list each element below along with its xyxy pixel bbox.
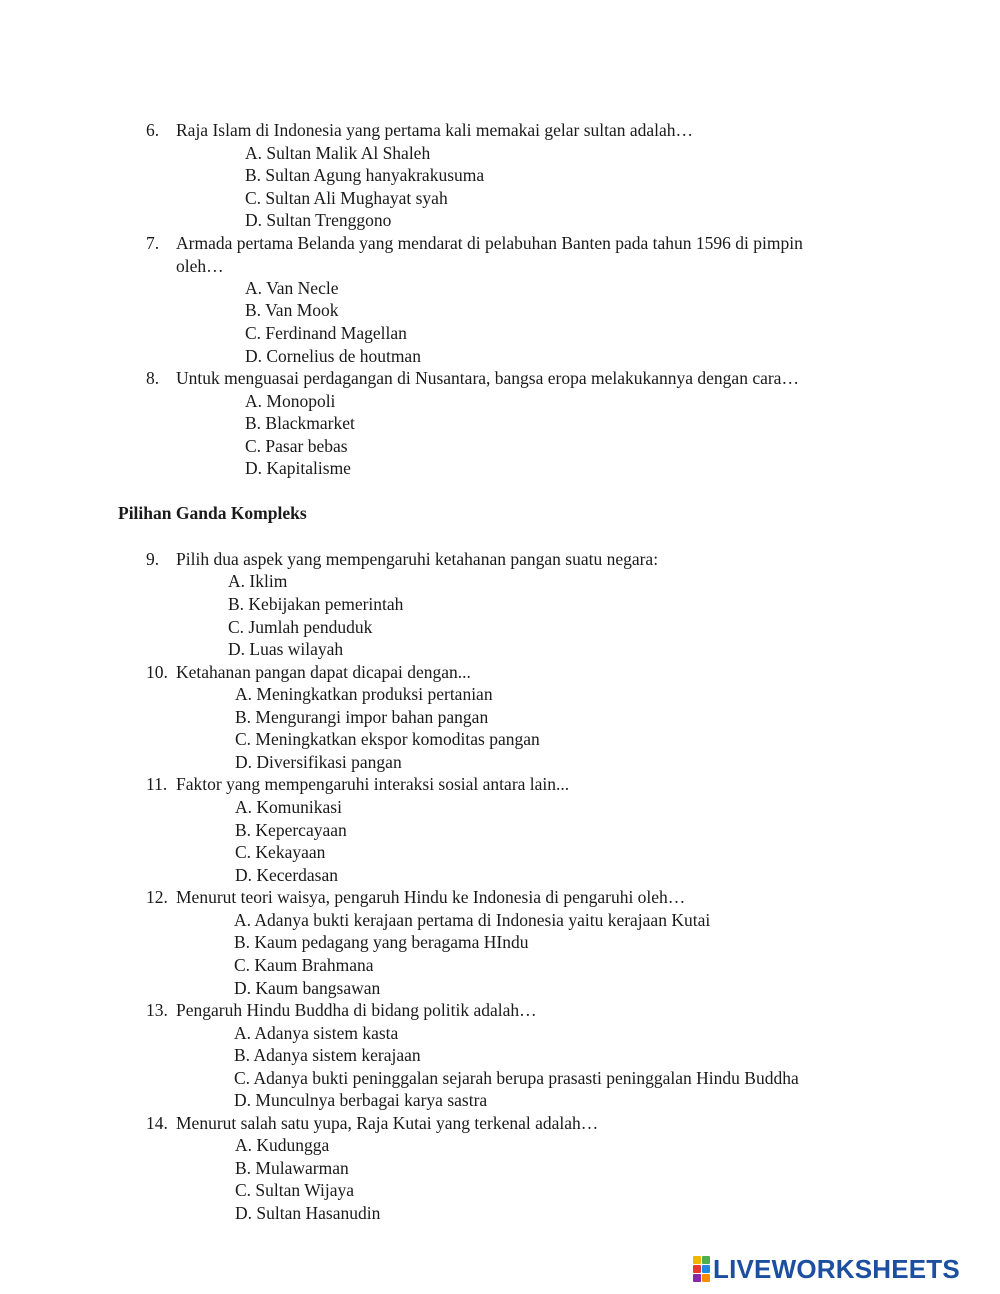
option-b: B. Kepercayaan (235, 820, 347, 840)
option-b: B. Blackmarket (245, 413, 355, 433)
question-text: Menurut salah satu yupa, Raja Kutai yang terkenal adalah… (176, 1113, 599, 1133)
option-b: B. Kebijakan pemerintah (228, 594, 404, 614)
option-b: B. Mengurangi impor bahan pangan (235, 707, 489, 727)
question-number: 10. (146, 662, 168, 682)
question-text: Faktor yang mempengaruhi interaksi sosial antara lain... (176, 774, 570, 794)
option-a: A. Meningkatkan produksi pertanian (235, 684, 493, 704)
option-c: C. Jumlah penduduk (228, 617, 373, 637)
question-text: Pengaruh Hindu Buddha di bidang politik adalah… (176, 1000, 537, 1020)
option-c: C. Ferdinand Magellan (245, 323, 407, 343)
liveworksheets-logo[interactable] (693, 1254, 960, 1284)
option-d: D. Munculnya berbagai karya sastra (234, 1090, 488, 1110)
section-heading: Pilihan Ganda Kompleks (118, 503, 307, 523)
option-c: C. Kekayaan (235, 842, 326, 862)
option-a: A. Adanya bukti kerajaan pertama di Indonesia yaitu kerajaan Kutai (234, 910, 711, 930)
option-c: C. Sultan Wijaya (235, 1180, 355, 1200)
option-d: D. Kecerdasan (235, 865, 339, 885)
option-d: D. Luas wilayah (228, 639, 344, 659)
option-c: C. Sultan Ali Mughayat syah (245, 188, 448, 208)
option-d: D. Kapitalisme (245, 458, 351, 478)
option-a: A. Kudungga (235, 1135, 330, 1155)
question-text: Untuk menguasai perdagangan di Nusantara, bangsa eropa melakukannya dengan cara… (176, 368, 799, 388)
option-b: B. Adanya sistem kerajaan (234, 1045, 421, 1065)
option-c: C. Kaum Brahmana (234, 955, 374, 975)
option-d: D. Kaum bangsawan (234, 978, 381, 998)
option-c: C. Meningkatkan ekspor komoditas pangan (235, 729, 540, 749)
question-text: Pilih dua aspek yang mempengaruhi ketahanan pangan suatu negara: (176, 549, 659, 569)
option-b: B. Van Mook (245, 300, 339, 320)
question-number: 7. (146, 233, 160, 253)
option-d: D. Diversifikasi pangan (235, 752, 402, 772)
option-b: B. Sultan Agung hanyakrakusuma (245, 165, 485, 185)
question-text: Menurut teori waisya, pengaruh Hindu ke Indonesia di pengaruhi oleh… (176, 887, 686, 907)
question-text: Raja Islam di Indonesia yang pertama kali memakai gelar sultan adalah… (176, 120, 694, 140)
question-number: 9. (146, 549, 160, 569)
question-number: 12. (146, 887, 168, 907)
option-b: B. Kaum pedagang yang beragama HIndu (234, 932, 529, 952)
question-number: 8. (146, 368, 160, 388)
option-d: D. Sultan Trenggono (245, 210, 392, 230)
question-number: 14. (146, 1113, 168, 1133)
logo-mark-icon (693, 1256, 710, 1282)
question-number: 11. (146, 774, 168, 794)
option-a: A. Monopoli (245, 391, 336, 411)
option-a: A. Van Necle (245, 278, 339, 298)
option-d: D. Sultan Hasanudin (235, 1203, 381, 1223)
question-text-continued: oleh… (176, 256, 224, 276)
question-number: 13. (146, 1000, 168, 1020)
option-c: C. Pasar bebas (245, 436, 348, 456)
question-text: Ketahanan pangan dapat dicapai dengan... (176, 662, 471, 682)
option-b: B. Mulawarman (235, 1158, 349, 1178)
option-a: A. Komunikasi (235, 797, 342, 817)
logo-text: LIVEWORKSHEETS (713, 1253, 960, 1284)
option-a: A. Adanya sistem kasta (234, 1023, 399, 1043)
option-a: A. Iklim (228, 571, 288, 591)
question-number: 6. (146, 120, 160, 140)
question-text: Armada pertama Belanda yang mendarat di pelabuhan Banten pada tahun 1596 di pimpin (176, 233, 803, 253)
option-a: A. Sultan Malik Al Shaleh (245, 143, 431, 163)
option-c: C. Adanya bukti peninggalan sejarah berupa prasasti peninggalan Hindu Buddha (234, 1068, 799, 1088)
option-d: D. Cornelius de houtman (245, 346, 421, 366)
